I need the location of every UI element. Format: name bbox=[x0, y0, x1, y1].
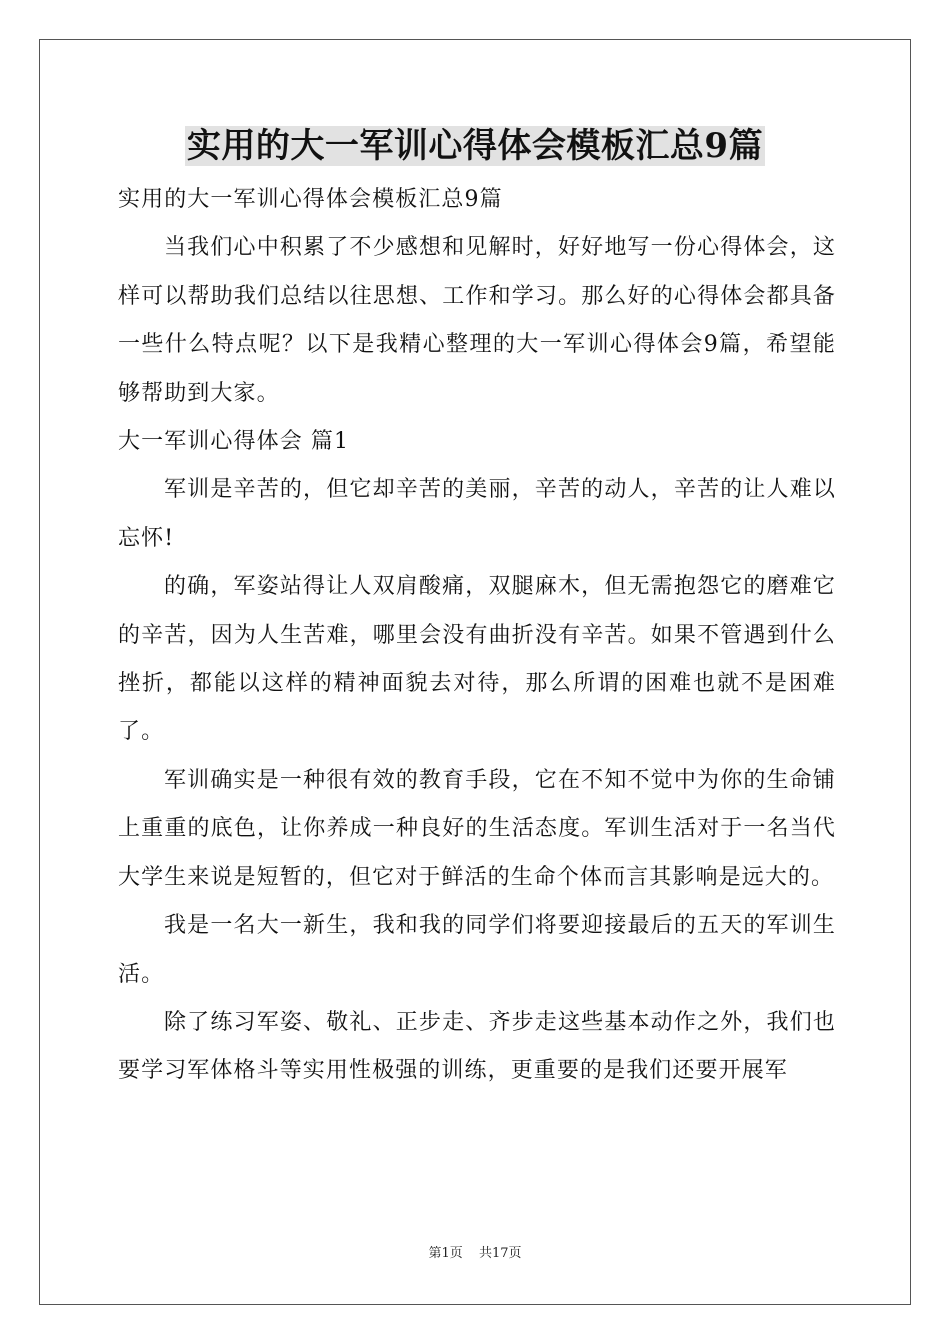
page-footer bbox=[0, 1244, 950, 1264]
body-paragraph: 我是一名大一新生，我和我的同学们将要迎接最后的五天的军训生活。 bbox=[118, 913, 836, 987]
section-heading: 大一军训心得体会 篇1 bbox=[118, 429, 350, 455]
document-title bbox=[0, 118, 950, 174]
body-paragraph: 军训是辛苦的，但它却辛苦的美丽，辛苦的动人，辛苦的让人难以忘怀! bbox=[118, 477, 836, 551]
intro-paragraph: 当我们心中积累了不少感想和见解时，好好地写一份心得体会，这样可以帮助我们总结以往思想、工作和学习。那么好的心得体会都具备一些什么特点呢？以下是我精心整理的大一军训心得体会9篇，希望能够帮助到大家。 bbox=[118, 235, 836, 406]
body-paragraph: 军训确实是一种很有效的教育手段，它在不知不觉中为你的生命铺上重重的底色，让你养成一种良好的生活态度。军训生活对于一名当代大学生来说是短暂的，但它对于鲜活的生命个体而言其影响是远大的。 bbox=[118, 767, 836, 890]
page-number: 第1页 bbox=[428, 1246, 463, 1261]
body-paragraph: 除了练习军姿、敬礼、正步走、齐步走这些基本动作之外，我们也要学习军体格斗等实用性极强的训练，更重要的是我们还要开展军 bbox=[118, 1009, 836, 1084]
subtitle-line: 实用的大一军训心得体会模板汇总9篇 bbox=[118, 187, 503, 212]
document-body bbox=[118, 176, 836, 1096]
document-title-text: 实用的大一军训心得体会模板汇总9篇 bbox=[186, 126, 764, 166]
page-total: 共17页 bbox=[478, 1246, 522, 1261]
body-paragraph: 的确，军姿站得让人双肩酸痛，双腿麻木，但无需抱怨它的磨难它的辛苦，因为人生苦难，哪里会没有曲折没有辛苦。如果不管遇到什么挫折，都能以这样的精神面貌去对待，那么所谓的困难也就不是困难了。 bbox=[118, 574, 836, 745]
